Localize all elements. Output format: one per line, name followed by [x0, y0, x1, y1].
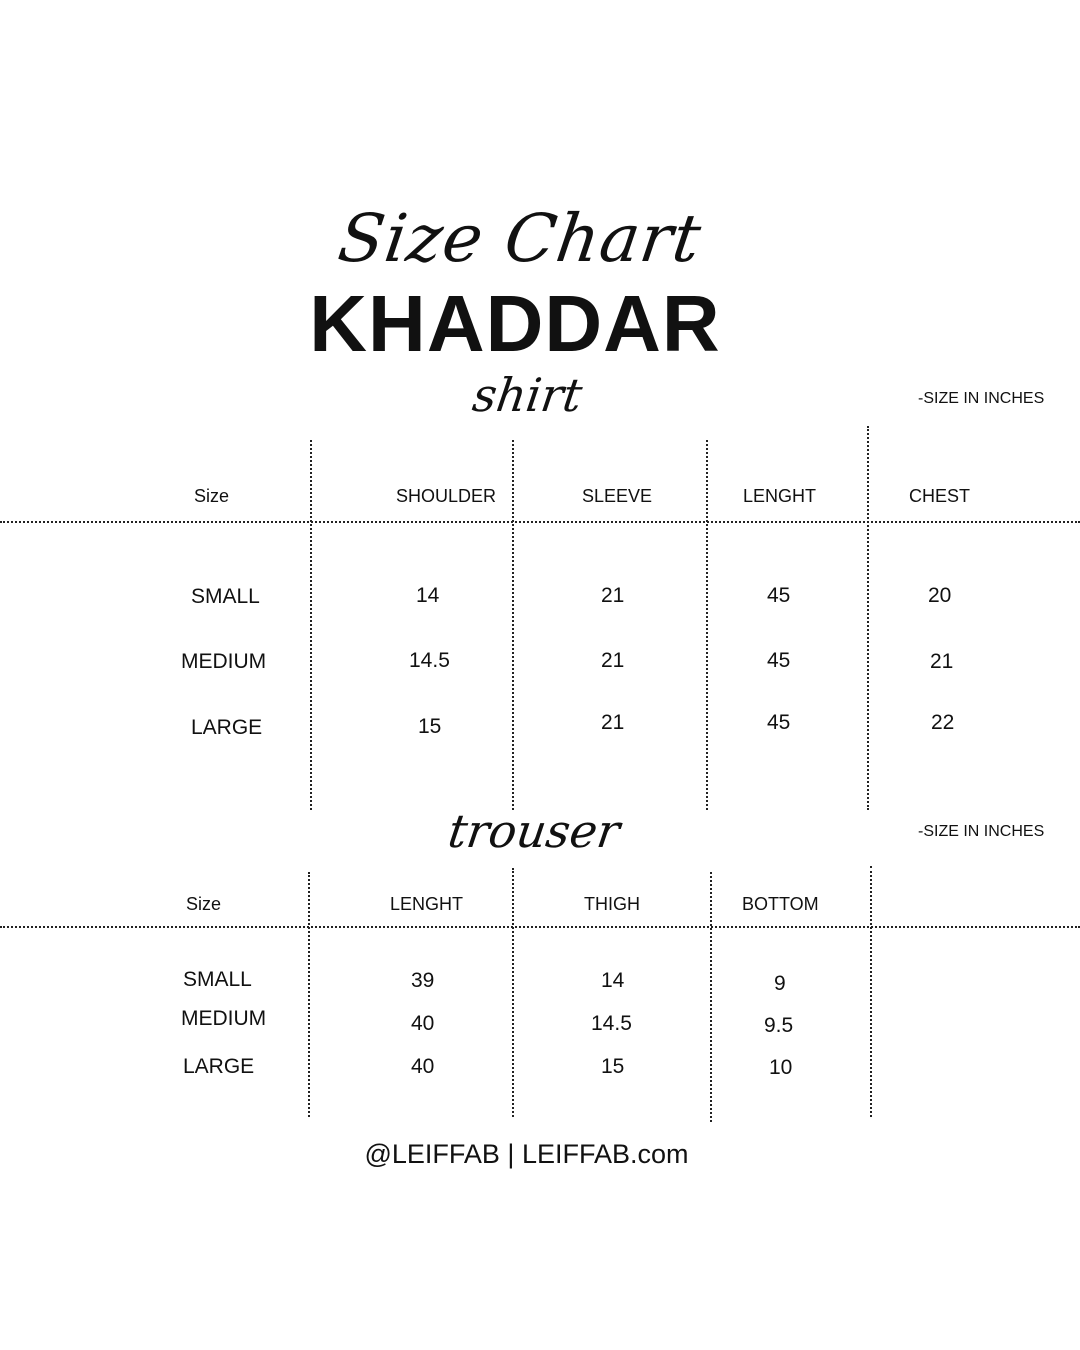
trouser-cell-length: 39: [411, 969, 435, 992]
shirt-column-divider: [512, 440, 514, 810]
shirt-cell-sleeve: 21: [601, 584, 625, 607]
trouser-cell-length: 40: [411, 1055, 435, 1078]
shirt-header-divider: [0, 521, 1080, 523]
shirt-col-header-size: Size: [194, 486, 230, 506]
trouser-cell-bottom: 9: [774, 972, 786, 995]
trouser-section-heading: trouser: [444, 804, 624, 858]
trouser-cell-bottom: 10: [769, 1056, 793, 1079]
trouser-unit-note: -SIZE IN INCHES: [918, 823, 1045, 840]
trouser-col-header-bottom: BOTTOM: [742, 894, 819, 914]
trouser-row-size-medium: MEDIUM: [181, 1007, 267, 1030]
trouser-cell-thigh: 15: [601, 1055, 625, 1078]
shirt-cell-shoulder: 14: [416, 584, 440, 607]
trouser-column-divider: [512, 868, 514, 1117]
shirt-cell-length: 45: [767, 584, 791, 607]
shirt-cell-shoulder: 14.5: [409, 649, 450, 672]
shirt-cell-sleeve: 21: [601, 711, 625, 734]
shirt-row-size-small: SMALL: [191, 585, 260, 608]
trouser-col-header-length: LENGHT: [390, 894, 464, 914]
shirt-column-divider: [867, 426, 869, 810]
shirt-col-header-shoulder: SHOULDER: [396, 486, 497, 506]
shirt-col-header-length: LENGHT: [743, 486, 817, 506]
shirt-cell-length: 45: [767, 711, 791, 734]
trouser-cell-thigh: 14: [601, 969, 625, 992]
trouser-row-size-large: LARGE: [183, 1055, 255, 1078]
shirt-column-divider: [310, 440, 312, 810]
shirt-section-heading: shirt: [469, 368, 586, 422]
trouser-column-divider: [870, 866, 872, 1117]
trouser-header-divider: [0, 926, 1080, 928]
page-title: KHADDAR: [309, 279, 721, 368]
shirt-cell-chest: 21: [930, 650, 954, 673]
footer-brand-links: @LEIFFAB | LEIFFAB.com: [364, 1139, 689, 1169]
shirt-cell-chest: 20: [928, 584, 952, 607]
shirt-col-header-sleeve: SLEEVE: [582, 486, 653, 506]
trouser-cell-bottom: 9.5: [764, 1014, 794, 1037]
shirt-cell-chest: 22: [931, 711, 955, 734]
shirt-cell-length: 45: [767, 649, 791, 672]
size-chart-script-title: Size Chart: [333, 200, 707, 277]
shirt-unit-note: -SIZE IN INCHES: [918, 390, 1045, 407]
shirt-row-size-medium: MEDIUM: [181, 650, 267, 673]
trouser-cell-thigh: 14.5: [591, 1012, 632, 1035]
shirt-cell-shoulder: 15: [418, 715, 442, 738]
trouser-col-header-size: Size: [186, 894, 222, 914]
shirt-cell-sleeve: 21: [601, 649, 625, 672]
trouser-cell-length: 40: [411, 1012, 435, 1035]
trouser-column-divider: [308, 872, 310, 1117]
trouser-row-size-small: SMALL: [183, 968, 252, 991]
shirt-column-divider: [706, 440, 708, 810]
shirt-row-size-large: LARGE: [191, 716, 263, 739]
shirt-col-header-chest: CHEST: [909, 486, 971, 506]
trouser-col-header-thigh: THIGH: [584, 894, 640, 914]
trouser-column-divider: [710, 872, 712, 1122]
